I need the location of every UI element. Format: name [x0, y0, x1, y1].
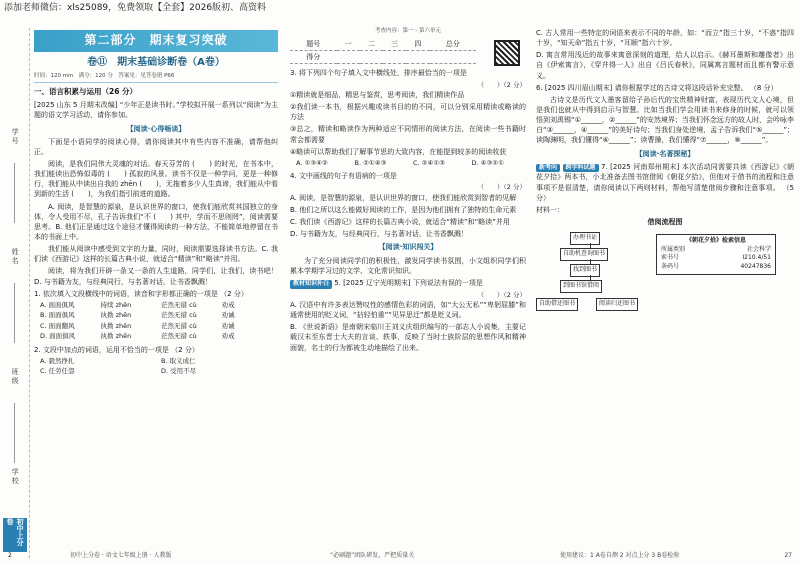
flow-box: 阅读归还图书 — [596, 298, 638, 311]
option-cell: C. ②④①③ — [413, 158, 445, 167]
exam-meta: 时间：120 min 满分：120 分 答案见：见答卷册 P66 — [34, 73, 278, 84]
option-cell: B. 取义成仁 — [161, 356, 196, 365]
flow-box: 自助借还图书 — [536, 298, 578, 311]
question-5: 教材知识补白 5. [2025 辽宁光明期末] 下列说法有误的一项是 — [290, 278, 526, 289]
option-cell: 茫然无措 cù — [161, 311, 197, 320]
name-label: 姓名 — [11, 248, 20, 266]
option-cell: B. 面面俱风 — [40, 311, 75, 320]
score-header-cell: 总分 — [430, 38, 477, 51]
paragraph: A. 阅读，是智慧的源泉，是认识世界的窗口，使我们能欣赏其国独立的身体，令人受用不尽，孔子告诉我们“不 ( ) 其中，学而不思则罔”，阅读需要思考。B. 他们正是通过这个途径才懂得阅读的一种方法，不能简单地停留在书本的书面上中。 — [34, 202, 278, 242]
tag-badge: 教材知识补白 — [290, 280, 332, 289]
q5-score: （ ）（2 分） — [477, 290, 526, 299]
paragraph: 为了充分阅读同学们的积极性，激发同学读书氛围，小文组织同学们积累本学期学习过的文学、文化常识知识。 — [290, 256, 526, 275]
q4-item: B. 他们之所以这么能做好阅读的工作，是因为他们拥有了独特的生命元素 — [290, 206, 517, 214]
q3-item: ①精读就是细品，精思与鉴赏，思考阅读，我们精读作品 — [290, 91, 465, 100]
q3-options — [296, 159, 526, 168]
score-cell — [406, 51, 429, 64]
option-cell: A. 毅然挣扎 — [40, 356, 75, 365]
flow-box: 办理书证 — [570, 232, 600, 245]
scope-note: 考查内容：第一 - 第六单元 — [375, 28, 441, 34]
q4-item: D. 与书籍为友，与经典同行，与名著对话，让书香飘溅！ — [290, 230, 468, 239]
subsection-label: 【阅读·心得畅谈】 — [126, 124, 186, 133]
option-cell: 茫然无措 cù — [161, 321, 197, 330]
question-6: 6. [2025 四川眉山期末] 请你根据学过的古诗文将这段话补充完整。 （8 分） — [536, 83, 778, 92]
option-cell: A. 面面俱风 — [40, 300, 75, 309]
page-number: 27 — [784, 552, 792, 560]
strip-brand-box: 初中上分卷 — [3, 518, 27, 552]
q5-item: B. 《世说新语》是南朝宋临川王刘义庆组织编写的一部志人小说集，主要记载汉末至东晋士大夫的言谈、轶事，反映了当时士族阶层的思想作风和精神面貌，名士的行为都被生动地描绘了出来。 — [290, 323, 526, 352]
q1-options — [40, 301, 278, 342]
qr-code-icon — [494, 40, 520, 66]
tag-badge: 跨学科试题 — [563, 164, 599, 173]
option-cell: 执拗 zhēn — [100, 332, 132, 341]
score-cell — [430, 51, 477, 64]
column-right — [536, 28, 794, 312]
column-middle — [290, 28, 526, 355]
q4-item: A. 阅读，是智慧的源泉，是认识世界的窗口，使我们能欣赏到智者的见解 — [290, 193, 517, 202]
info-title: 《朝花夕拾》检索信息 — [685, 237, 746, 245]
question-1: 1. 依次填入文段横线中的词语，读音和字形都正确的一项是 （2 分） — [34, 289, 248, 298]
option-cell: 茫然无措 cù — [161, 300, 197, 309]
flow-box: 自助机查询图书 — [560, 248, 608, 261]
subsection-label: 【阅读·名著探秘】 — [635, 149, 695, 158]
score-header-cell: 三 — [383, 38, 406, 51]
option-cell: 劝戒 — [221, 300, 235, 309]
borrow-flowchart — [536, 230, 794, 312]
intro-paragraph: [2025 山东 5 月期末改编] “少年正是读书时。”学校拟开展一系列以“阅读”为主题的语文学习活动，请你参加。 — [34, 101, 278, 120]
info-row: 条码号 40247836 — [661, 263, 771, 271]
option-cell: C. 面面翻风 — [40, 321, 75, 330]
subsection-label: 【阅读·知识闯关】 — [378, 243, 438, 252]
class-label: 班级 — [11, 368, 20, 386]
book-info-card — [656, 234, 776, 275]
score-row-label: 得分 — [290, 51, 337, 64]
q5-item: C. 古人常用一些特定的词语来表示不同的年龄，如：“而立”指三十岁，“不惑”指四十岁，“知天命”指五十岁，“耳顺”指六十岁。 — [536, 29, 794, 48]
option-cell: C. 任劳任怨 — [40, 367, 75, 376]
q3-item: ②我们读一本书，根据兴趣或读书目的的不同，可以分别采用精读或略读的方法 — [290, 103, 526, 122]
info-row: 索书号 I210.4/51 — [661, 254, 771, 262]
exam-title: 卷⑪ 期末基础诊断卷（A卷） — [87, 57, 225, 68]
option-cell: 劝诫 — [221, 321, 235, 330]
option-cell: 持续 zhēn — [100, 300, 132, 309]
tag-badge: 新考向 — [536, 164, 560, 173]
fill-in-paragraph: 古诗文是历代文人墨客留给子孙后代的宝贵精神财富，表现历代文人心境，但是我们也就从中得到启示与智慧。比如当我们学会用读书来修身的时候，就可以领悟到刘禹锡“①______，②______”的安然境界；当我们怀念远方的故人时，会吟咏李白“③______，④______”的美好诗句；当我们身处逆境，孟子告诉我们“⑤______”；读陶渊明，我们懂得“⑥______”；读曹操，我们懂得“⑦______，⑧______”。 — [536, 95, 794, 145]
paragraph: 下面是小语同学的阅读心得，请你阅读其中有些内容不准确，请帮他纠正。 — [34, 137, 278, 156]
q4-score: （ ）（2 分） — [477, 183, 526, 192]
column-left — [34, 28, 278, 380]
score-cell — [360, 51, 383, 64]
flow-box: 找到图书 — [570, 264, 600, 277]
option-cell: 劝戒 — [221, 332, 235, 341]
flow-title: 借阅流程图 — [647, 217, 683, 226]
option-cell: D. 面面俱风 — [40, 332, 76, 341]
q5-item: A. 汉语中有许多表达赞叹性的感情色彩的词语，如“大公无私”“卑躬屈膝”和通常使用的贬义词，“拈轻怕重”“见异思迁”都是贬义词。 — [290, 300, 526, 320]
material-label: 材料一： — [536, 205, 564, 214]
page-number-left: 2 — [8, 552, 12, 560]
question-3: 3. 将下列四个句子填入文中横线处，排序最恰当的一项是 — [290, 69, 467, 78]
flow-box: 到图书馆借阅 — [560, 280, 602, 293]
info-row: 所属类别 社会科学 — [661, 245, 771, 253]
school-label: 学校 — [11, 468, 20, 486]
option-cell: D. ④③②① — [471, 158, 504, 167]
score-table — [290, 38, 476, 65]
section-title: 一、语言积累与运用（26 分） — [34, 87, 138, 97]
question-7: 新考向 跨学科试题 7. [2025 河南郑州期末] 本次活动同需要共读《西游记》《朝花夕拾》两本书，小北准备去图书馆借阅《朝花夕拾》，但他对于借书的流程和注意事项不是很清楚，请你阅读以下两则材料，帮他写清楚借阅步骤和注意事项。 （5 分） — [536, 162, 794, 202]
paragraph: 我们能从阅读中感受到文字的力量，同时，阅读需要选择读书方法。C. 我们读《西游记》这样的长篇古典小说，就适合“精读”和“略读”并用。 — [34, 245, 278, 264]
strip-divider — [14, 163, 15, 223]
q5-item: D. 寓言常用浅近的故事来寓意深刻的道理，给人以启示。《赫耳墨斯和雕像者》出自《伊索寓言》，《穿井得一人》出自《吕氏春秋》，同属寓言题材而且都有警示意义。 — [536, 51, 794, 80]
footer-right: 使用建议：1 A卷自测 2 对点上分 3 B卷检验 — [560, 552, 680, 560]
paragraph: 阅读，将为我们开辟一条又一条的人生道路，同学们，让我们，读书吧！D. 与书籍为友，与经典同行，与名著对话，让书香飘溅！ — [34, 267, 278, 286]
option-cell: B. ②①④③ — [354, 158, 387, 167]
option-cell: 劝诫 — [221, 311, 235, 320]
q2-options — [40, 357, 278, 377]
option-cell: D. 受用不尽 — [161, 367, 197, 376]
question-2: 2. 文段中加点的词语，运用不恰当的一项是 （2 分） — [34, 345, 199, 354]
footer-middle: “必刷题”团队研发，严把质量关 — [330, 552, 415, 560]
score-cell — [383, 51, 406, 64]
q3-score: （ ）（2 分） — [477, 80, 526, 89]
strip-divider — [14, 283, 15, 343]
question-4: 4. 文中画线的句子有语病的一项是 — [290, 172, 397, 181]
option-cell: 执拗 zhēn — [100, 321, 132, 330]
footer-left: 初中上分卷 · 语文七年级上册 · 人教版 — [70, 552, 172, 560]
score-header-cell: 四 — [406, 38, 429, 51]
option-cell: 茫然无措 cù — [161, 332, 197, 341]
option-cell: A. ①③④② — [296, 158, 328, 167]
q4-item: C. 我们读《西游记》这样的长篇古典小说，就适合“精读”和“略读”并用 — [290, 218, 510, 227]
q3-item: ③总之，精读和略读作为两种适应不同情形的阅读方法，在阅读一些书籍时常会都需要 — [290, 125, 526, 144]
score-header-cell: 题号 — [290, 38, 337, 51]
section-banner: 第二部分 期末复习突破 — [34, 30, 278, 52]
binding-strip — [0, 28, 30, 558]
option-cell: 执拗 zhēn — [100, 311, 132, 320]
score-cell — [337, 51, 360, 64]
score-header-cell: 一 — [337, 38, 360, 51]
paragraph: 阅读，是我们同伟大灵魂的对话。春天芬芳的 ( ) 的时光，在书本中，我们能读出恐怖似毒的 ( ) 孤寂的风景。读书不仅是一种学问，更是一种修行，我们能从中读出自我的 zhēn ( )，无拖着多少人生真谛，我们能从中看到新的生活 ( )，为我们指引前进的道路。 — [34, 160, 278, 199]
strip-divider — [14, 403, 15, 463]
student-id-label: 学号 — [11, 128, 20, 146]
q3-item: ④略读可以帮助我们了解事节思的大致内容，在能提到较多的阅读收获 — [290, 147, 507, 156]
watermark-text: 添加老师微信：xls25089，免费领取【全套】2026版初、高资料 — [4, 3, 267, 13]
score-header-cell: 二 — [360, 38, 383, 51]
